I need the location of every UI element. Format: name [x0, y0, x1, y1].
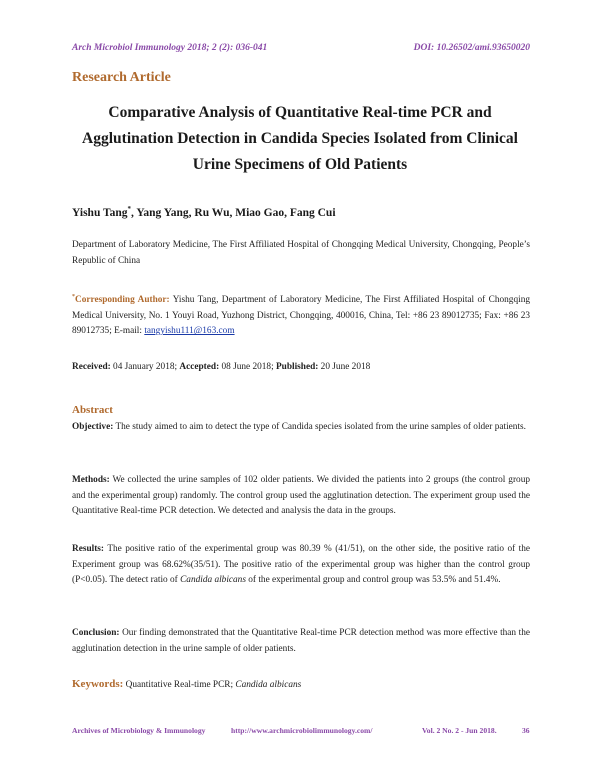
page-number: 36	[522, 726, 530, 735]
corresponding-author-details: Yishu Tang, Department of Laboratory Medicine, The First Affiliated Hospital of Chongqing Medical University, No. 1 Youyi Road, Yuzhong District, Chongqing, 400016, China, Tel: +86 23 89012735; Fax: +86 23 89012735; E-mail:	[72, 295, 530, 337]
article-type-label: Research Article	[72, 70, 171, 85]
published-date: 20 June 2018	[318, 362, 371, 372]
email-link[interactable]: tangyishu111@163.com	[144, 326, 235, 337]
corresponding-label-text: Corresponding Author:	[75, 295, 170, 306]
species-name: Candida albicans	[180, 575, 246, 586]
conclusion-text: Our finding demonstrated that the Quantitative Real-time PCR detection method was more effective than the agglutination detection in the urine sample of older patients.	[72, 628, 530, 654]
title-line: Agglutination Detection in Candida Species Isolated from Clinical	[82, 130, 518, 147]
results-text-continued: of the experimental group and control group was 53.5% and 51.4%.	[245, 575, 501, 586]
keywords-label: Keywords:	[72, 678, 124, 690]
footer-journal: Archives of Microbiology & Immunology	[72, 726, 206, 735]
running-header-journal: Arch Microbiol Immunology 2018; 2 (2): 036-041	[72, 43, 268, 53]
methods-label: Methods:	[72, 475, 110, 485]
abstract-methods	[72, 473, 530, 520]
abstract-heading: Abstract	[72, 404, 113, 416]
corresponding-marker: *	[127, 205, 132, 213]
conclusion-label: Conclusion:	[72, 628, 120, 638]
footer-issue: Vol. 2 No. 2 - Jun 2018.	[422, 726, 497, 735]
objective-text: The study aimed to aim to detect the type of Candida species isolated from the urine samples of older patients.	[113, 422, 526, 432]
keywords-text: Quantitative Real-time PCR;	[123, 680, 236, 690]
publication-dates	[72, 360, 530, 376]
received-label: Received:	[72, 362, 111, 372]
abstract-conclusion	[72, 626, 530, 657]
keyword-species: Candida albicans	[235, 680, 302, 690]
results-text: The positive ratio of the experimental group was 80.39 % (41/51), on the other side, the positive ratio of the Experiment group was 68.62%(35/51). The positive ratio of the experimental group was higher than the control group (P<0.05). The detect ratio of	[72, 544, 530, 586]
affiliation: Department of Laboratory Medicine, The First Affiliated Hospital of Chongqing Medical University, Chongqing, People’s Republic of China	[72, 240, 530, 266]
accepted-date: 08 June 2018;	[219, 362, 276, 372]
methods-text: We collected the urine samples of 102 older patients. We divided the patients into 2 groups (the control group and the experimental group) randomly. The control group used the agglutination detection. The experiment group used the Quantitative Real-time PCR detection. We detected and analysis the data in the groups.	[72, 475, 530, 517]
published-label: Published:	[275, 362, 319, 372]
abstract-objective	[72, 420, 530, 436]
keywords	[72, 678, 301, 690]
author-list	[72, 205, 336, 219]
corresponding-author-block	[72, 290, 530, 340]
article-title	[60, 100, 540, 178]
corresponding-label-marker: *	[72, 294, 75, 300]
first-author: Yishu Tang	[72, 206, 128, 219]
accepted-label: Accepted:	[179, 362, 220, 372]
footer-url-link[interactable]: http://www.archmicrobiolimmunology.com/	[231, 726, 373, 735]
title-line: Comparative Analysis of Quantitative Real-time PCR and	[108, 104, 492, 121]
running-header-doi: DOI: 10.26502/ami.93650020	[413, 43, 530, 53]
objective-label: Objective:	[72, 422, 114, 432]
results-label: Results:	[72, 544, 105, 554]
corresponding-author-label	[72, 295, 170, 305]
other-authors: , Yang Yang, Ru Wu, Miao Gao, Fang Cui	[131, 206, 336, 219]
title-line: Urine Specimens of Old Patients	[192, 156, 408, 173]
abstract-results	[72, 542, 530, 589]
received-date: 04 January 2018;	[110, 362, 180, 372]
